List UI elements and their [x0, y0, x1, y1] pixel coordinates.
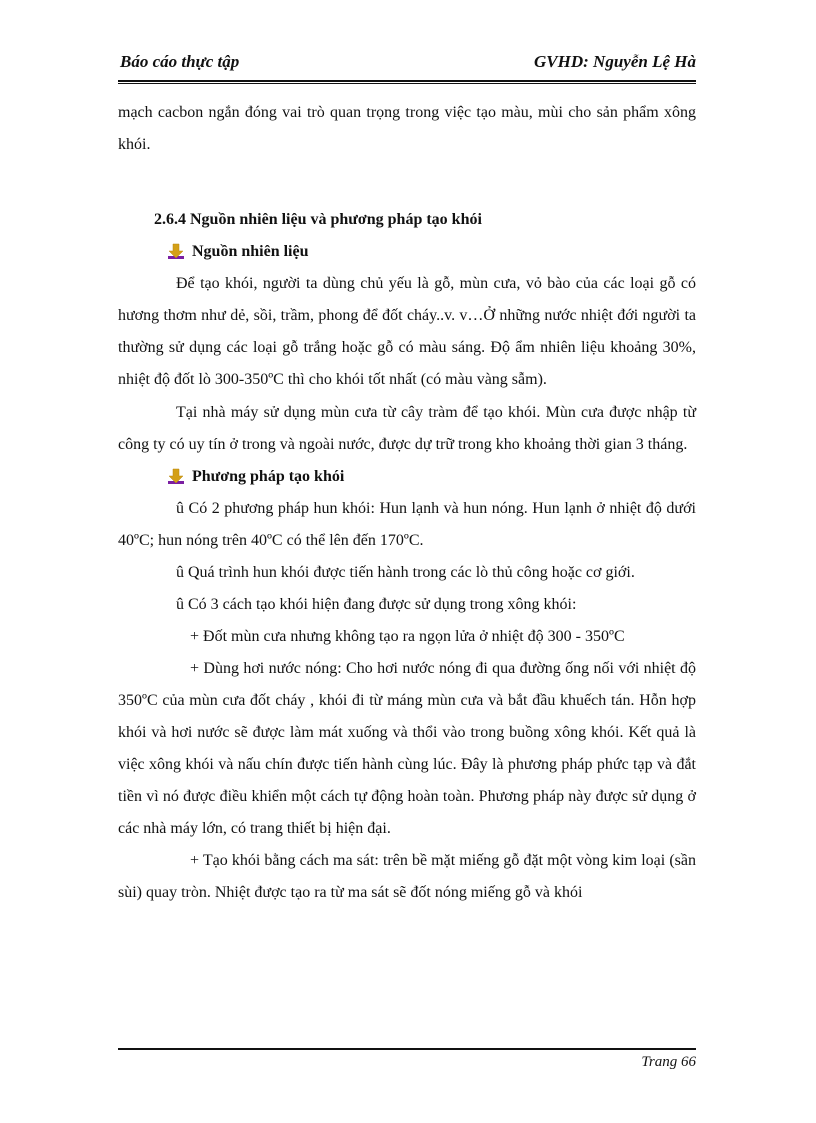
header-advisor: GVHD: Nguyễn Lệ Hà — [534, 52, 696, 71]
method-item-1: û Có 2 phương pháp hun khói: Hun lạnh và hun nóng. Hun lạnh ở nhiệt độ dưới 40ºC; hun nóng trên 40ºC có thể lên đến 170ºC. — [118, 500, 696, 549]
header-rule — [118, 80, 696, 82]
subheading-method-label: Phương pháp tạo khói — [192, 468, 345, 485]
intro-paragraph: mạch cacbon ngắn đóng vai trò quan trọng trong việc tạo màu, mùi cho sản phẩm xông khói. — [118, 104, 696, 153]
fuel-paragraph-2: Tại nhà máy sử dụng mùn cưa từ cây tràm để tạo khói. Mùn cưa được nhập từ công ty có uy tín ở trong và ngoài nước, được dự trữ trong kho khoảng thời gian 3 tháng. — [118, 404, 696, 453]
method-item-2: û Quá trình hun khói được tiến hành trong các lò thủ công hoặc cơ giới. — [176, 564, 635, 581]
header-report-title: Báo cáo thực tập — [120, 52, 240, 71]
page-header — [118, 52, 696, 78]
fuel-paragraph-1: Để tạo khói, người ta dùng chủ yếu là gỗ, mùn cưa, vỏ bào của các loại gỗ có hương thơm như dẻ, sồi, trầm, phong để đốt cháy..v. v…Ở những nước nhiệt đới người ta thường sử dụng các loại gỗ trắng hoặc gỗ có màu sáng. Độ ẩm nhiên liệu khoảng 30%, nhiệt độ đốt lò 300-350ºC thì cho khói tốt nhất (có màu vàng sẫm). — [118, 275, 696, 388]
subheading-fuel — [166, 236, 696, 268]
section-title: 2.6.4 Nguồn nhiên liệu và phương pháp tạo khói — [154, 211, 482, 228]
arrow-bullet-icon — [166, 467, 186, 487]
subheading-fuel-label: Nguồn nhiên liệu — [192, 243, 309, 260]
page-number: Trang 66 — [641, 1054, 696, 1070]
footer-rule — [118, 1048, 696, 1050]
subheading-method — [166, 461, 696, 493]
page-content — [118, 97, 696, 909]
method-sub-2: + Dùng hơi nước nóng: Cho hơi nước nóng đi qua đường ống nối với nhiệt độ 350ºC của mùn cưa đốt cháy , khói đi từ máng mùn cưa và bắt đầu khuếch tán. Hỗn hợp khói và hơi nước sẽ được làm mát xuống và thổi vào trong buồng xông khói. Kết quả là việc xông khói và nấu chín được tiến hành cùng lúc. Đây là phương pháp phức tạp và đắt tiền vì nó được điều khiển một cách tự động hoàn toàn. Phương pháp này được sử dụng ở các nhà máy lớn, có trang thiết bị hiện đại. — [118, 660, 696, 837]
method-item-3: û Có 3 cách tạo khói hiện đang được sử dụng trong xông khói: — [176, 596, 577, 613]
arrow-bullet-icon — [166, 242, 186, 262]
method-sub-1: + Đốt mùn cưa nhưng không tạo ra ngọn lửa ở nhiệt độ 300 - 350ºC — [190, 628, 625, 645]
header-rule-thin — [118, 83, 696, 84]
method-sub-3: + Tạo khói bằng cách ma sát: trên bề mặt miếng gỗ đặt một vòng kim loại (sần sùi) quay tròn. Nhiệt được tạo ra từ ma sát sẽ đốt nóng miếng gỗ và khói — [118, 852, 696, 901]
